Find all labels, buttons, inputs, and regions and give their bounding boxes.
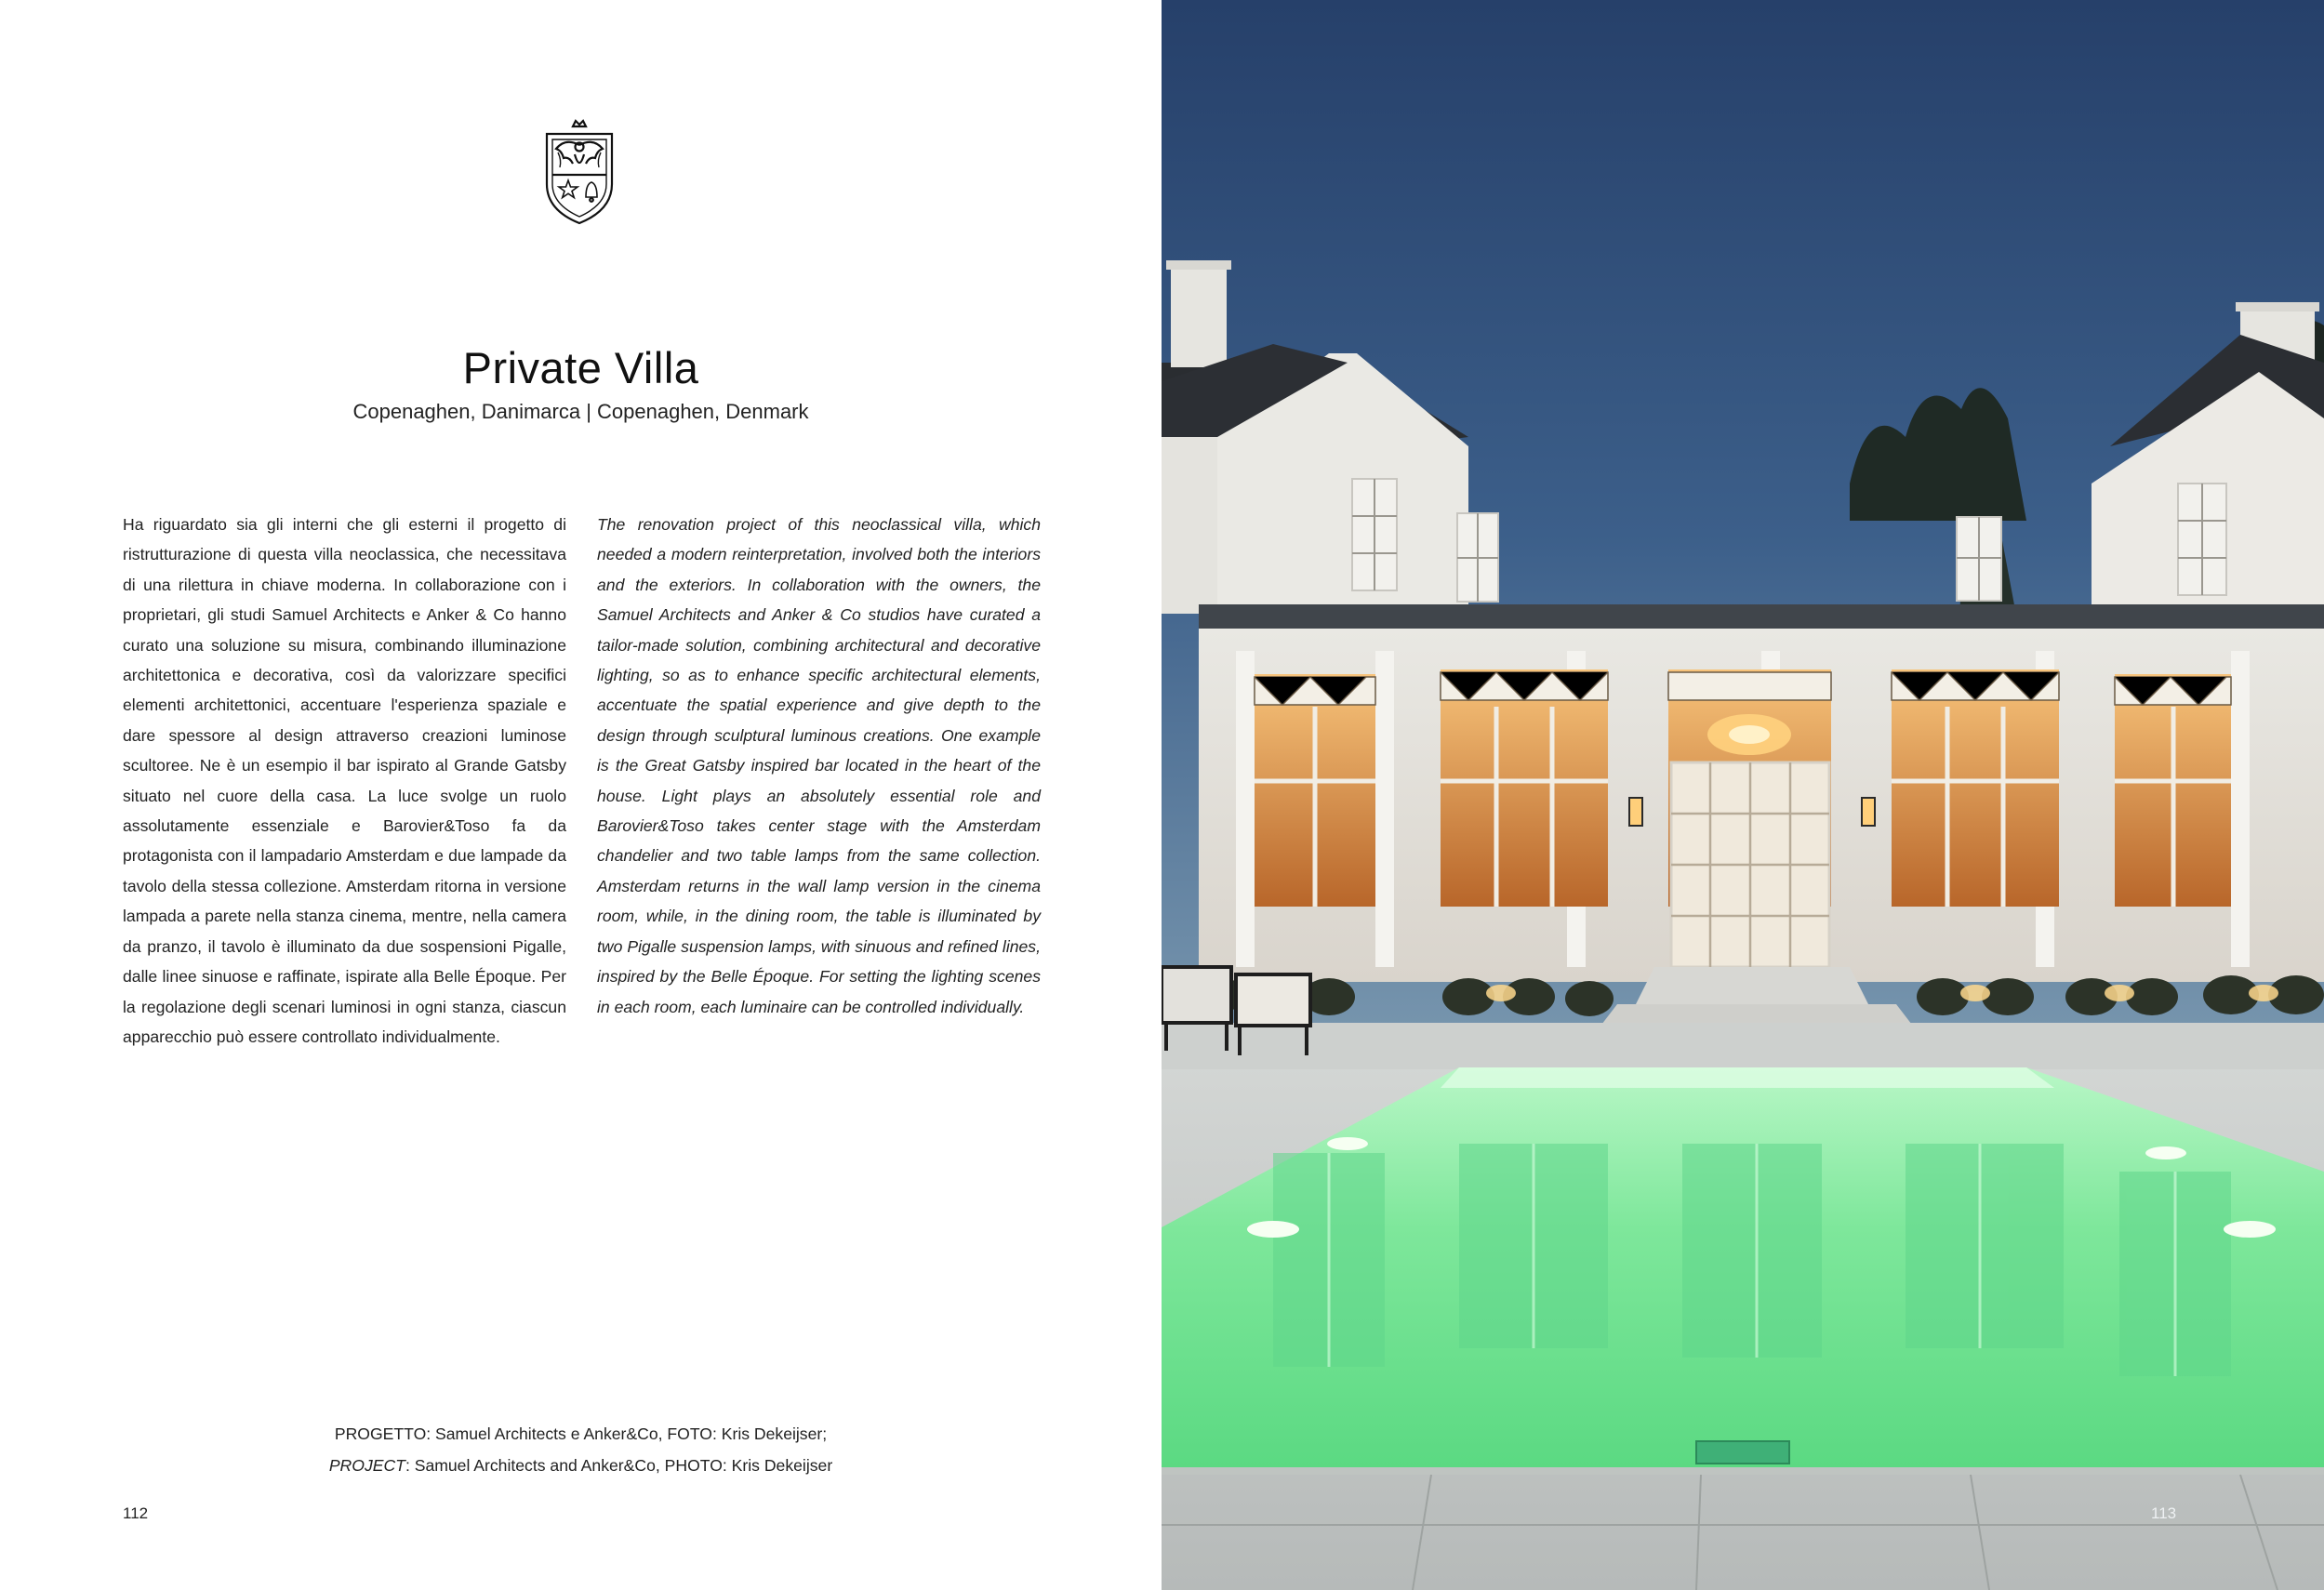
article-title: Private Villa [462,343,699,392]
villa-pool-dusk-photo [1162,0,2324,1590]
credits-english-text: : Samuel Architects and Anker&Co, PHOTO: Kris Dekeijser [405,1456,833,1475]
credits-italian: PROGETTO: Samuel Architects e Anker&Co, FOTO: Kris Dekeijser; [334,1424,828,1443]
credits-english [0,1450,1162,1481]
body-text-english: The renovation project of this neoclassical villa, which needed a modern reinterpretation, involved both the interiors and the exteriors. In collaboration with the owners, the Samuel Architects and Anker & Co studios have curated a tailor-made solution, combining architectural and decorative lighting, so as to enhance specific architectural elements, accentuate the spatial experience and give depth to the design through sculptural luminous creations. One example is the Great Gatsby inspired bar located in the heart of the house. Light plays an absolutely essential role and Barovier&Toso takes center stage with the Amsterdam chandelier and two table lamps from the same collection. Amsterdam returns in the wall lamp version in the cinema room, while, in the dining room, the table is illuminated by two Pigalle suspension lamps, with sinuous and refined lines, inspired by the Belle Époque. For setting the lighting scenes in each room, each luminaire can be controlled individually. [597,515,1041,1016]
page-number-right: 113 [2151,1504,2177,1522]
crest-eagle-icon [538,119,621,227]
page-number-left: 112 [123,1504,149,1522]
credits-english-label: PROJECT [328,1456,405,1475]
photo-credits [0,1418,1162,1481]
body-text-italian: Ha riguardato sia gli interni che gli esterni il progetto di ristrutturazione di questa villa neoclassica, che necessitava di una rilettura in chiave moderna. In collaborazione con i proprietari, gli studi Samuel Architects e Anker & Co hanno curato una soluzione su misura, combinando illuminazione architettonica e decorativa, così da valorizzare specifici elementi architettonici, accentuare l'esperienza spaziale e dare spessore al design attraverso creazioni luminose scultoree. Ne è un esempio il bar ispirato al Grande Gatsby situato nel cuore della casa. La luce svolge un ruolo assolutamente essenziale e Barovier&Toso fa da protagonista con il lampadario Amsterdam e due lampade da tavolo della stessa collezione. Amsterdam ritorna in versione lampada a parete nella stanza cinema, mentre, nella camera da pranzo, il tavolo è illuminato da due sospensioni Pigalle, dalle linee sinuose e raffinate, ispirate alla Belle Époque. Per la regolazione degli scenari luminosi in ogni stanza, ciascun apparecchio può essere controllato individualmente. [123,515,566,1046]
article-subtitle: Copenaghen, Danimarca | Copenaghen, Denmark [352,400,809,423]
